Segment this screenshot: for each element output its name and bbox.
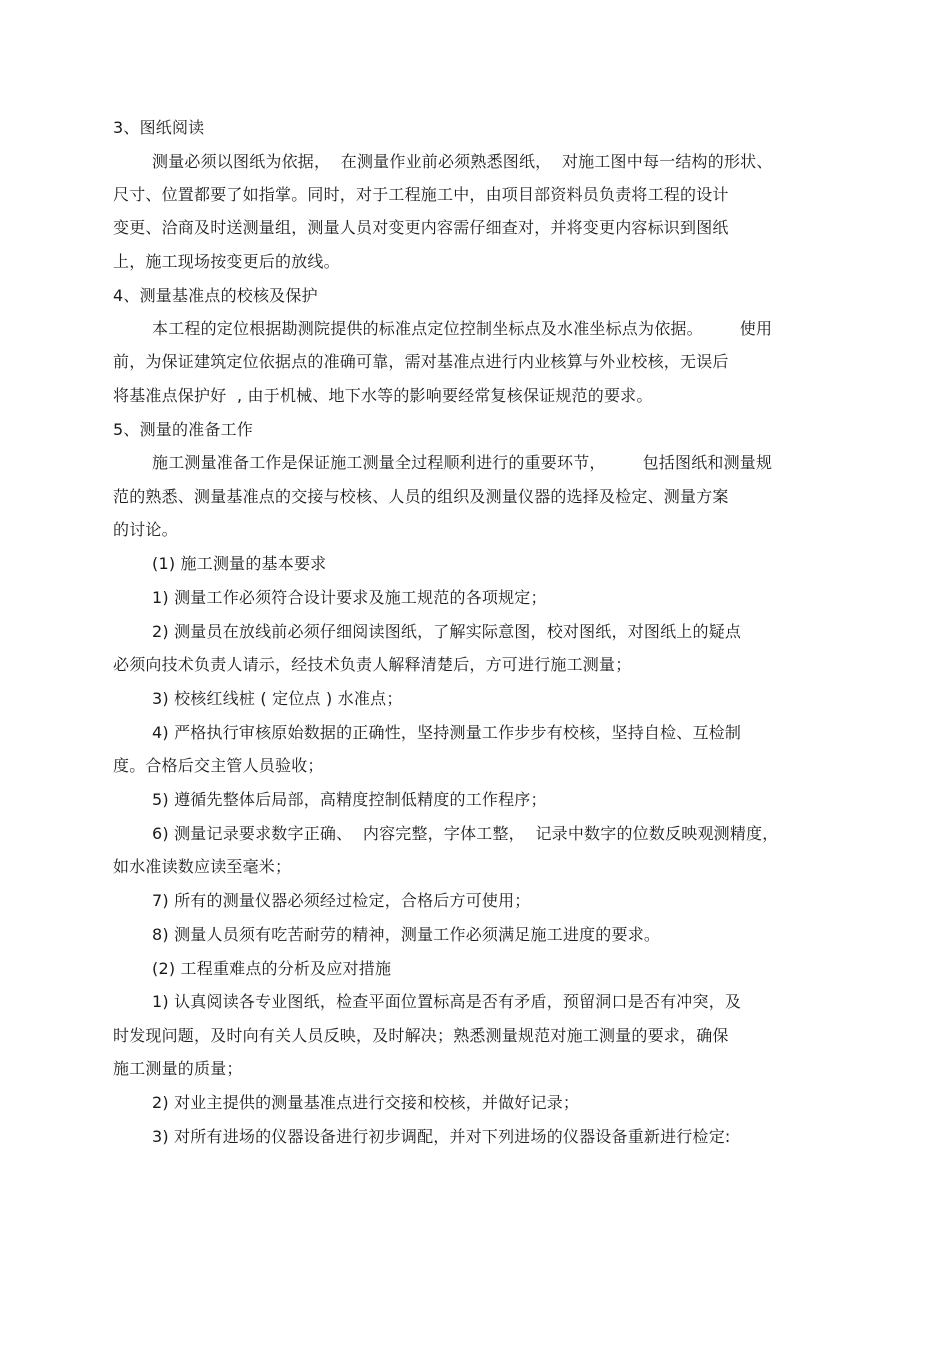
paragraph-line: 变更、洽商及时送测量组，测量人员对变更内容需仔细查对，并将变更内容标识到图纸 — [113, 218, 729, 237]
list-item-line: 必须向技术负责人请示，经技术负责人解释清楚后，方可进行施工测量； — [113, 655, 632, 674]
list-item-line: 8) 测量人员须有吃苦耐劳的精神，测量工作必须满足施工进度的要求。 — [152, 925, 661, 944]
list-item-line: 2) 对业主提供的测量基准点进行交接和校核，并做好记录； — [152, 1093, 580, 1112]
section-heading: 3、图纸阅读 — [113, 118, 205, 137]
paragraph-line: 测量必须以图纸为依据， 在测量作业前必须熟悉图纸， 对施工图中每一结构的形状、 — [152, 152, 773, 171]
list-item-line: 3) 校核红线桩 ( 定位点 ) 水准点； — [152, 689, 403, 708]
paragraph-line: 尺寸、位置都要了如指掌。同时，对于工程施工中，由项目部资料员负责将工程的设计 — [113, 185, 729, 204]
paragraph-line: 范的熟悉、测量基准点的交接与校核、人员的组织及测量仪器的选择及检定、测量方案 — [113, 487, 729, 506]
paragraph-line: 前，为保证建筑定位依据点的准确可靠，需对基准点进行内业核算与外业校核，无误后 — [113, 352, 729, 371]
subsection-title: (2) 工程重难点的分析及应对措施 — [152, 959, 392, 978]
subsection-title: (1) 施工测量的基本要求 — [152, 554, 327, 573]
paragraph-line: 将基准点保护好 , 由于机械、地下水等的影响要经常复核保证规范的要求。 — [113, 386, 653, 405]
paragraph-line: 上，施工现场按变更后的放线。 — [113, 252, 340, 271]
list-item-line: 2) 测量员在放线前必须仔细阅读图纸，了解实际意图，校对图纸，对图纸上的疑点 — [152, 622, 742, 641]
list-item-line: 6) 测量记录要求数字正确、 内容完整，字体工整， 记录中数字的位数反映观测精度， — [152, 824, 779, 843]
list-item-line: 1) 测量工作必须符合设计要求及施工规范的各项规定； — [152, 588, 547, 607]
paragraph-line: 的讨论。 — [113, 520, 178, 539]
list-item-line: 如水准读数应读至毫米； — [113, 857, 292, 876]
section-heading: 5、测量的准备工作 — [113, 420, 253, 439]
list-item-line: 时发现问题，及时向有关人员反映，及时解决；熟悉测量规范对施工测量的要求，确保 — [113, 1026, 729, 1045]
paragraph-line: 施工测量准备工作是保证施工测量全过程顺利进行的重要环节， 包括图纸和测量规 — [152, 453, 773, 472]
paragraph-line: 本工程的定位根据勘测院提供的标准点定位控制坐标点及水准坐标点为依据。 使用 — [152, 319, 773, 338]
section-heading: 4、测量基准点的校核及保护 — [113, 286, 318, 305]
list-item-line: 7) 所有的测量仪器必须经过检定，合格后方可使用； — [152, 891, 531, 910]
list-item-line: 5) 遵循先整体后局部，高精度控制低精度的工作程序； — [152, 790, 547, 809]
list-item-line: 3) 对所有进场的仪器设备进行初步调配，并对下列进场的仪器设备重新进行检定: — [152, 1127, 731, 1146]
list-item-line: 4) 严格执行审核原始数据的正确性，坚持测量工作步步有校核，坚持自检、互检制 — [152, 723, 742, 742]
list-item-line: 度。合格后交主管人员验收； — [113, 756, 324, 775]
list-item-line: 施工测量的质量； — [113, 1059, 243, 1078]
list-item-line: 1) 认真阅读各专业图纸，检查平面位置标高是否有矛盾，预留洞口是否有冲突，及 — [152, 992, 742, 1011]
